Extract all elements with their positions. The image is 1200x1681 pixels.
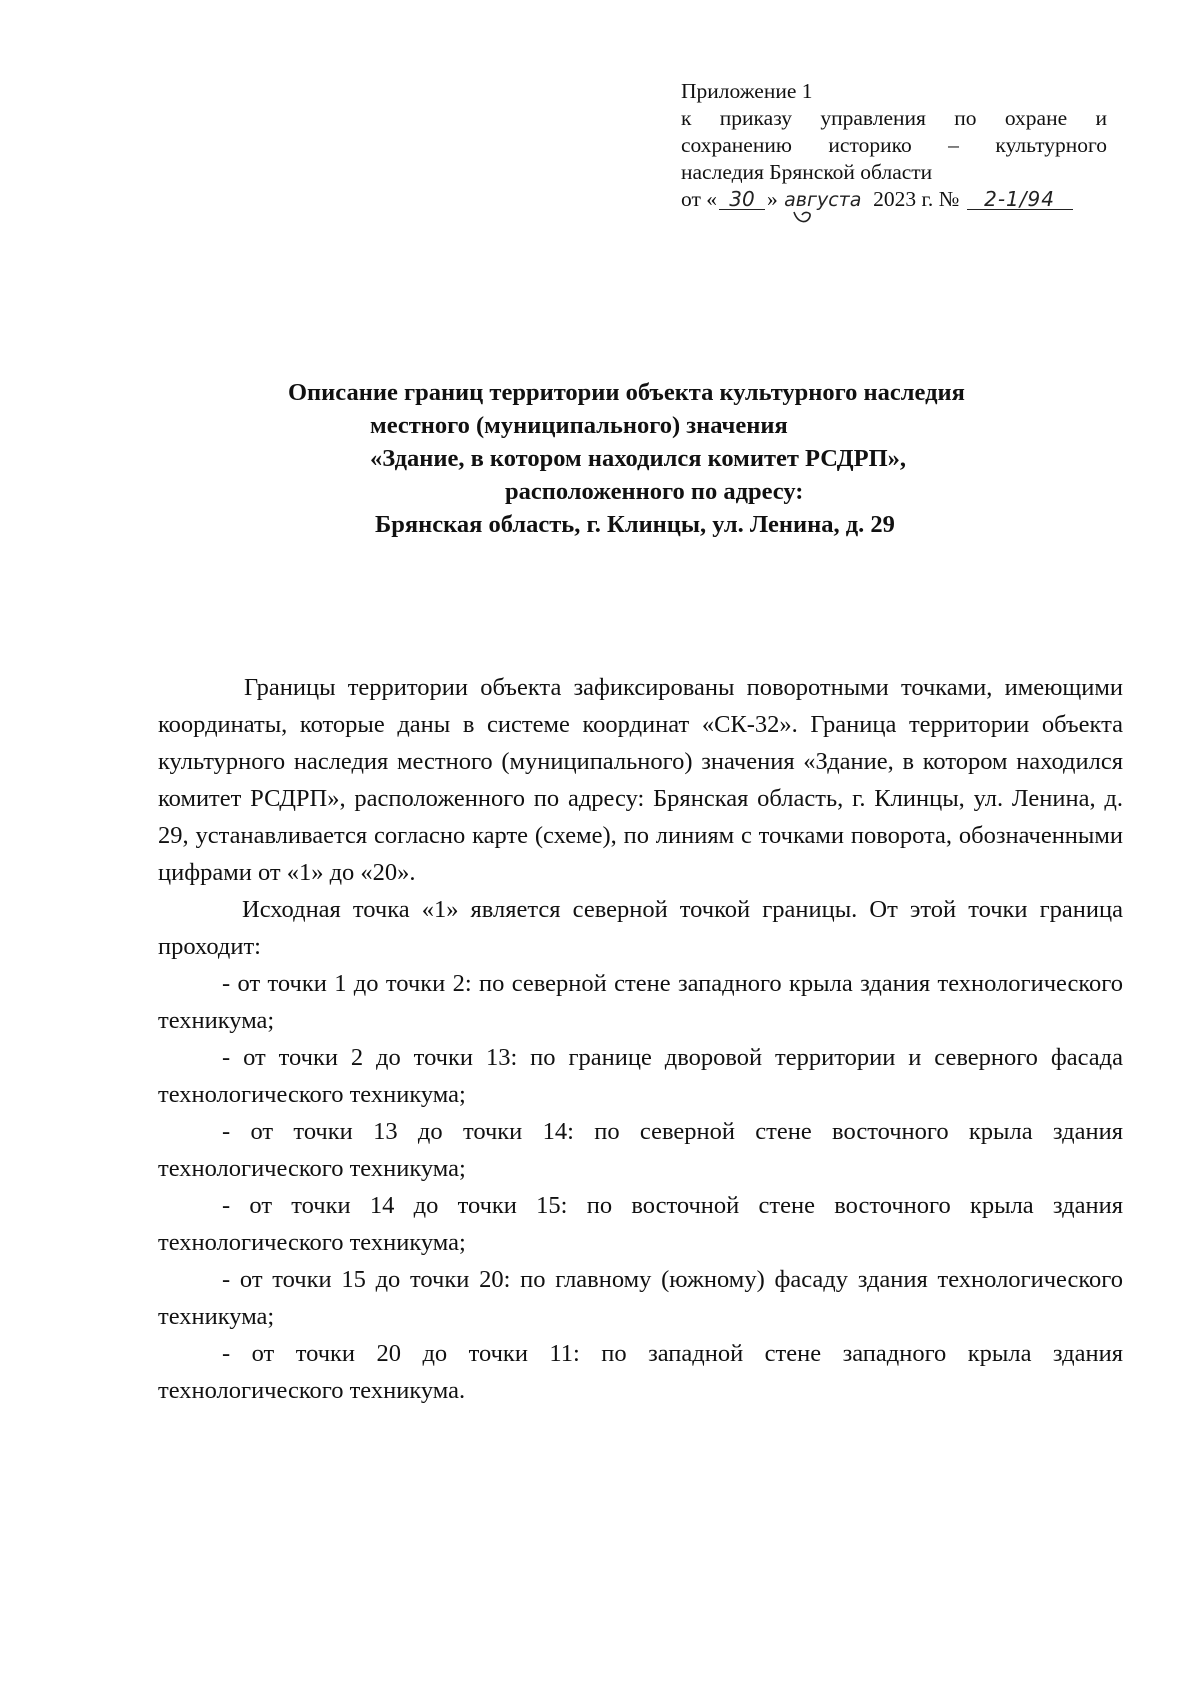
boundary-item: - от точки 2 до точки 13: по границе дворовой территории и северного фасада технологического техникума; [158,1044,1123,1108]
boundary-item: - от точки 20 до точки 11: по западной стене западного крыла здания технологического техникума. [158,1340,1123,1404]
document-body [158,669,1123,1409]
title-line-4: расположенного по адресу: [505,478,804,505]
title-line-3: «Здание, в котором находился комитет РСДРП», [370,445,907,472]
date-year: 2023 г. № [873,187,960,211]
handwritten-month: августа [780,190,866,210]
appendix-order-line: к приказу управления по охране и [681,106,1107,130]
appendix-date-line [681,186,1107,213]
appendix-header [681,78,1107,213]
document-title [150,376,1200,541]
appendix-region-line: наследия Брянской области [681,160,933,184]
date-prefix: от « [681,187,717,211]
body-paragraph-1: Границы территории объекта зафиксированы поворотными точками, имеющими координаты, которые даны в системе координат «СК-32». Граница территории объекта культурного наследия местного (муниципального) значения «Здание, в котором находился комитет РСДРП», расположенного по адресу: Брянская область, г. Клинцы, ул. Ленина, д. 29, устанавливается согласно карте (схеме), по линиям с точками поворота, обозначенными цифрами от «1» до «20». [158,674,1123,886]
title-line-2: местного (муниципального) значения [370,412,788,439]
boundary-item: - от точки 15 до точки 20: по главному (южному) фасаду здания технологического техникума; [158,1266,1123,1330]
boundary-item: - от точки 1 до точки 2: по северной стене западного крыла здания технологического техникума; [158,970,1123,1034]
appendix-label: Приложение 1 [681,79,813,103]
body-paragraph-2: Исходная точка «1» является северной точкой границы. От этой точки граница проходит: [158,896,1123,960]
appendix-authority-line: сохранению историко – культурного [681,133,1107,157]
handwritten-day: 30 [719,189,765,210]
date-mid: » [767,187,778,211]
boundary-item: - от точки 14 до точки 15: по восточной стене восточного крыла здания технологического техникума; [158,1192,1123,1256]
boundary-item: - от точки 13 до точки 14: по северной стене восточного крыла здания технологического техникума; [158,1118,1123,1182]
title-line-1: Описание границ территории объекта культурного наследия [288,379,965,406]
handwriting-flourish [792,210,814,224]
handwritten-order-number: 2-1/94 [967,189,1073,210]
title-line-5: Брянская область, г. Клинцы, ул. Ленина, д. 29 [375,511,895,538]
